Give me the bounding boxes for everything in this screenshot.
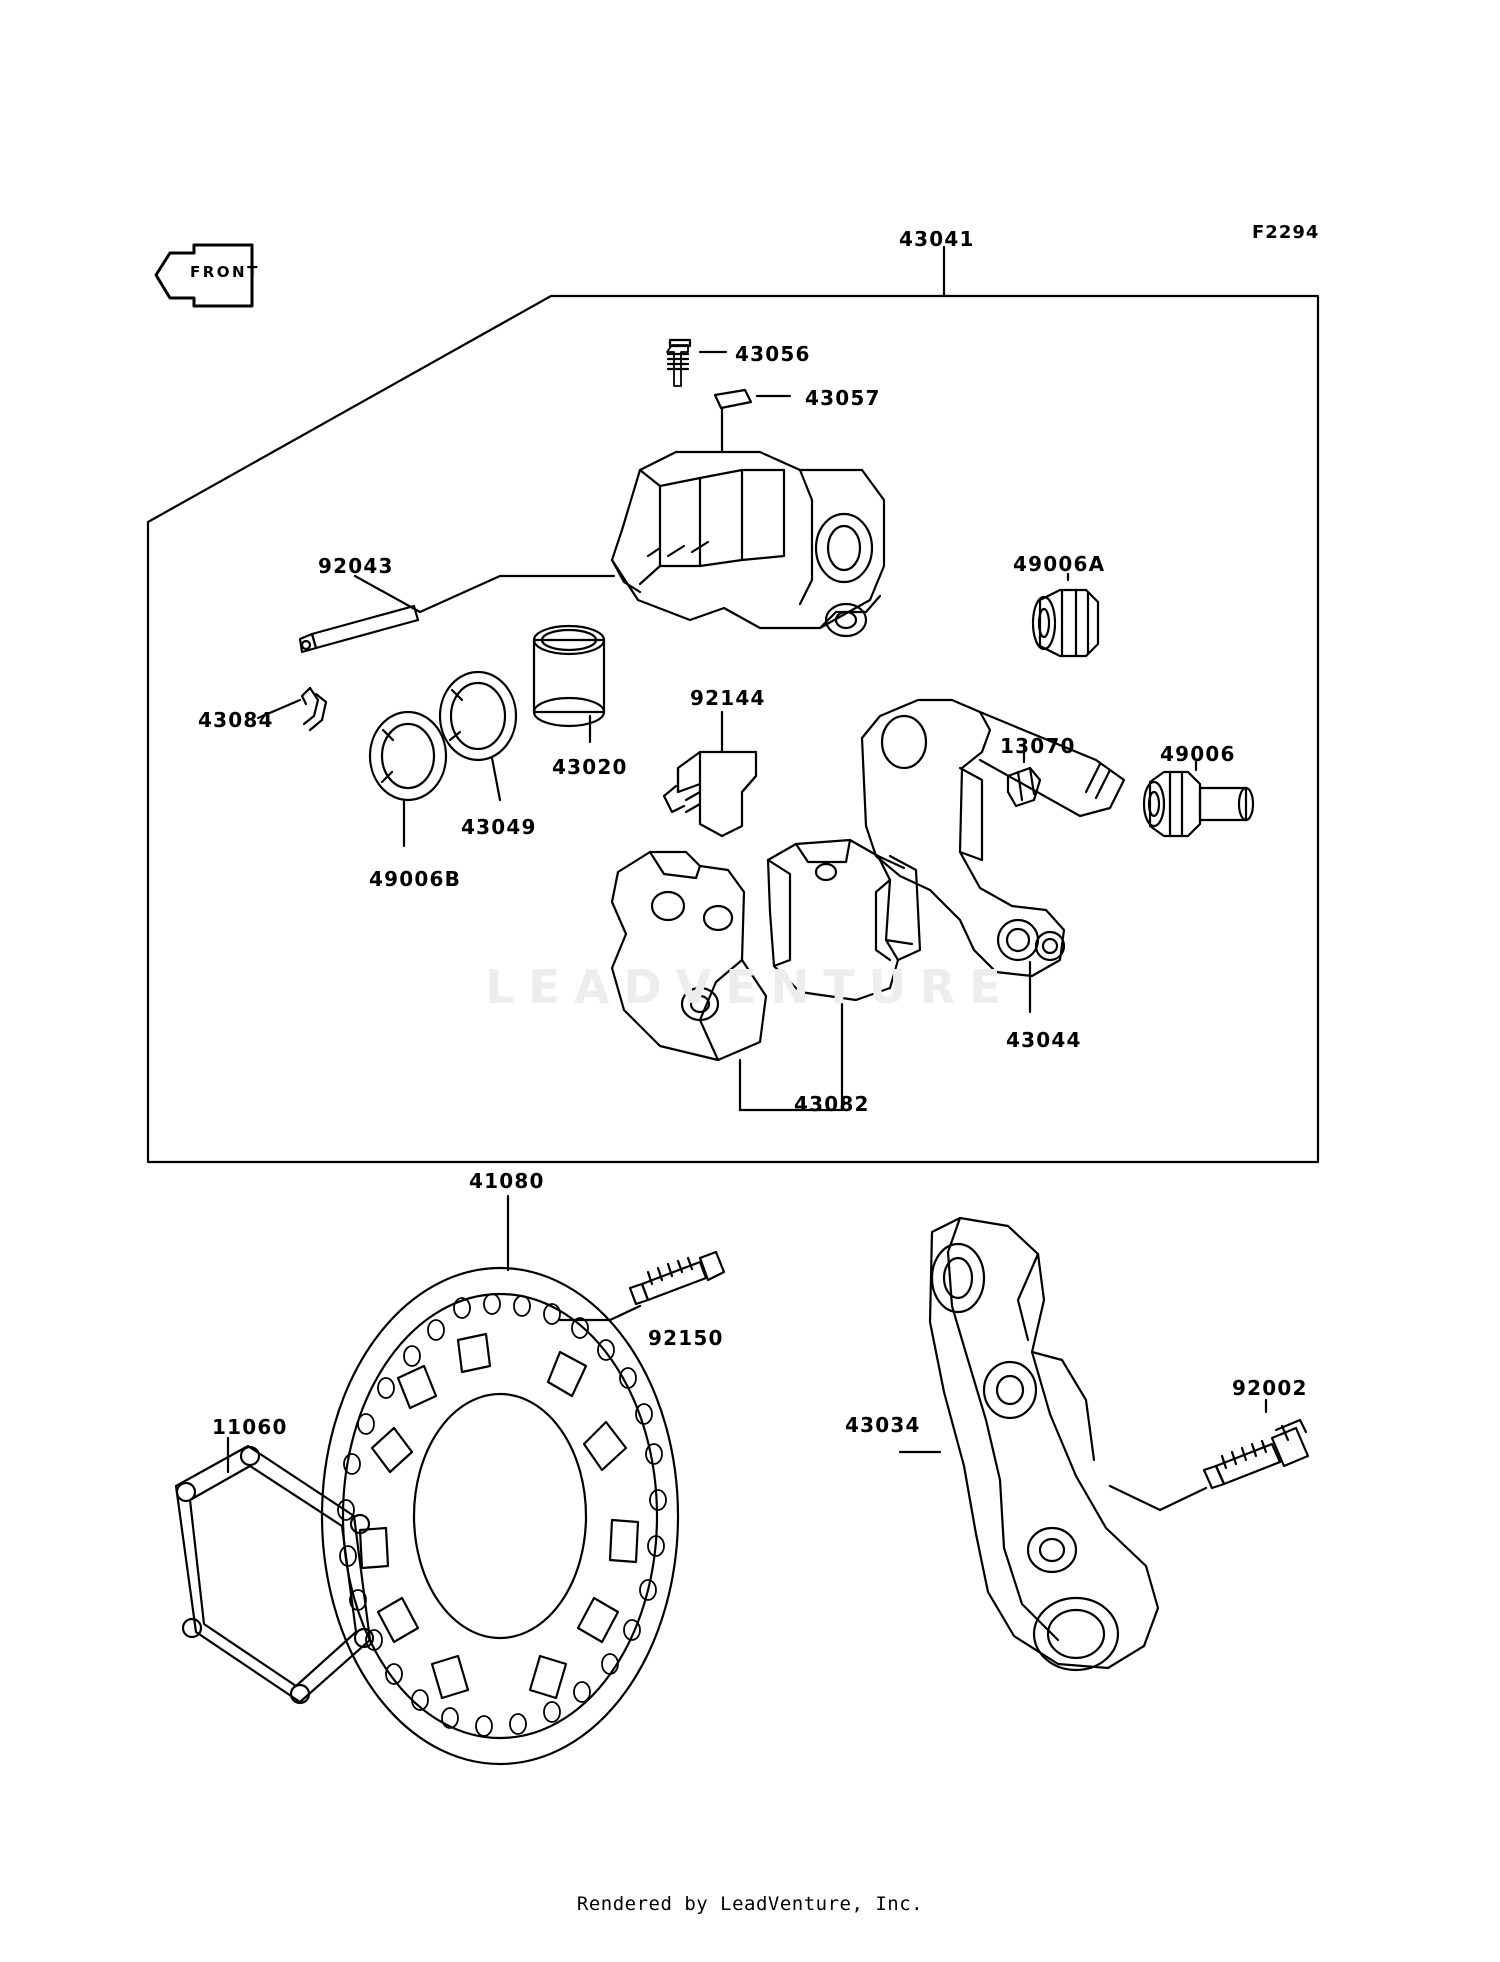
part-13070 (1008, 768, 1040, 806)
callout-92002[interactable]: 92002 (1232, 1376, 1308, 1400)
front-badge-label: FRONT (190, 263, 260, 281)
part-43020 (534, 626, 604, 726)
callout-92043[interactable]: 92043 (318, 554, 394, 578)
part-43056 (667, 340, 690, 386)
part-43082 (612, 840, 920, 1060)
part-43044 (862, 700, 1124, 976)
callout-11060[interactable]: 11060 (212, 1415, 288, 1439)
part-41080 (322, 1268, 678, 1764)
callout-92150[interactable]: 92150 (648, 1326, 724, 1350)
part-92144 (664, 752, 756, 836)
callout-43082[interactable]: 43082 (794, 1092, 870, 1116)
callout-92144[interactable]: 92144 (690, 686, 766, 710)
callout-43084[interactable]: 43084 (198, 708, 274, 732)
callout-43049[interactable]: 43049 (461, 815, 537, 839)
part-43034 (930, 1218, 1158, 1670)
callout-43056[interactable]: 43056 (735, 342, 811, 366)
part-43084 (302, 688, 326, 730)
callout-43044[interactable]: 43044 (1006, 1028, 1082, 1052)
front-direction-badge (168, 243, 258, 309)
part-43041-caliper (612, 452, 884, 636)
part-11060 (176, 1446, 373, 1703)
callout-49006[interactable]: 49006 (1160, 742, 1236, 766)
part-92150 (630, 1252, 724, 1304)
watermark: LEADVENTURE (485, 960, 1015, 1014)
callout-49006B[interactable]: 49006B (369, 867, 462, 891)
part-92043 (300, 606, 418, 652)
part-43049 (440, 672, 516, 760)
callout-49006A[interactable]: 49006A (1013, 552, 1106, 576)
panel-outline (148, 296, 1318, 1162)
callout-41080[interactable]: 41080 (469, 1169, 545, 1193)
part-49006A (1033, 590, 1098, 656)
diagram-code-tag: F2294 (1252, 222, 1320, 243)
callout-43041[interactable]: 43041 (899, 227, 975, 251)
callout-13070[interactable]: 13070 (1000, 734, 1076, 758)
part-49006 (1144, 772, 1253, 836)
part-92002 (1204, 1420, 1308, 1488)
part-43057 (715, 390, 751, 408)
part-49006B (370, 712, 446, 800)
callout-43057[interactable]: 43057 (805, 386, 881, 410)
footer-attribution: Rendered by LeadVenture, Inc. (576, 1893, 924, 1915)
callout-43020[interactable]: 43020 (552, 755, 628, 779)
callout-43034[interactable]: 43034 (845, 1413, 921, 1437)
